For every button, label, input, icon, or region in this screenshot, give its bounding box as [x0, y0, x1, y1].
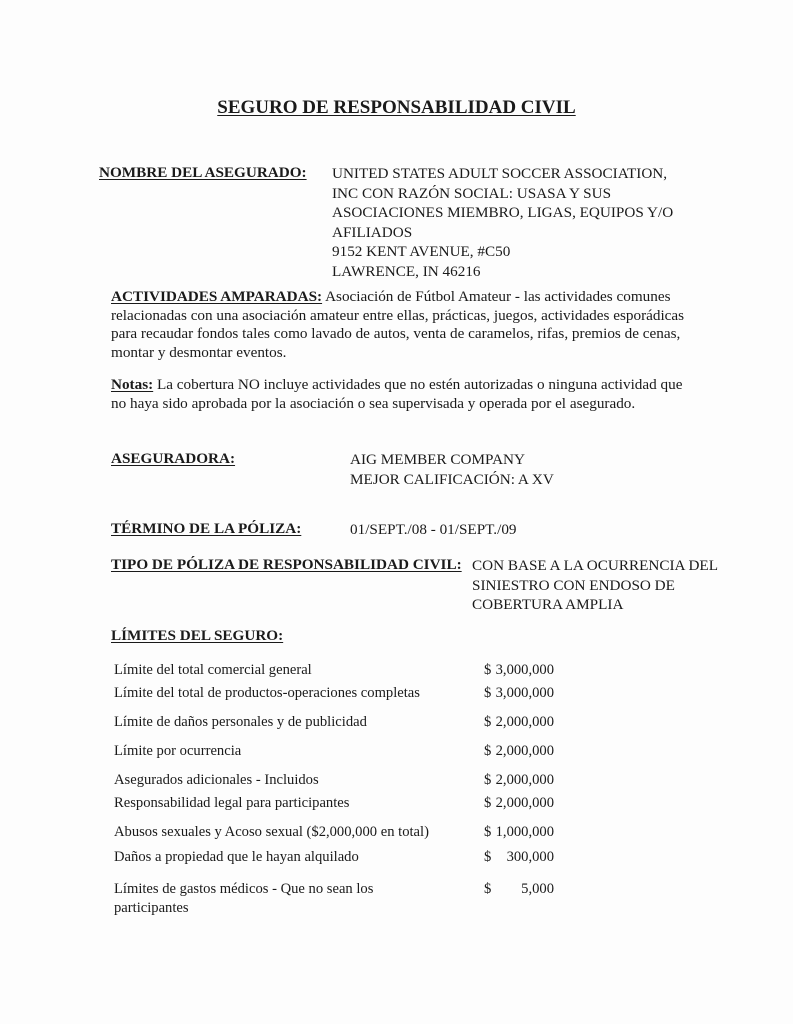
term-label: TÉRMINO DE LA PÓLIZA:	[111, 520, 302, 537]
limit-label: Límite del total comercial general	[114, 662, 312, 678]
amount: 2,000,000	[495, 795, 554, 811]
insured-city: LAWRENCE, IN 46216	[332, 262, 481, 280]
term-value: 01/SEPT./08 - 01/SEPT./09	[350, 521, 517, 538]
insured-line: UNITED STATES ADULT SOCCER ASSOCIATION,	[332, 165, 668, 182]
currency: $	[484, 881, 492, 897]
currency: $	[484, 824, 492, 840]
insured-value	[332, 164, 673, 281]
policy-type-label: TIPO DE PÓLIZA DE RESPONSABILIDAD CIVIL:	[111, 556, 462, 573]
limit-label: Límite por ocurrencia	[114, 743, 242, 759]
activities-text: Asociación de Fútbol Amateur - las actividades comunes relacionadas con una asociación amateur entre ellas, prácticas, juegos, actividades esporádicas para recaudar fondos tales como lavado de autos, venta de caramelos, rifas, premios de cenas, montar y desmontar eventos.	[111, 288, 685, 361]
currency: $	[484, 743, 492, 759]
amount: 3,000,000	[495, 685, 554, 701]
amount: 300,000	[506, 849, 554, 865]
limit-label-continued: participantes	[114, 900, 189, 916]
amount: 2,000,000	[495, 714, 554, 730]
notes-text: La cobertura NO incluye actividades que no estén autorizadas o ninguna actividad que no haya sido aprobada por la asociación o sea supervisada y operada por el asegurado.	[111, 376, 683, 412]
amount: 5,000	[521, 881, 554, 897]
notes-label: Notas:	[111, 376, 154, 393]
activities-paragraph	[111, 288, 701, 362]
policy-type-value	[472, 556, 718, 615]
amount: 2,000,000	[495, 772, 554, 788]
currency: $	[484, 849, 492, 865]
currency: $	[484, 772, 492, 788]
amount: 1,000,000	[495, 824, 554, 840]
insured-line: AFILIADOS	[332, 223, 413, 241]
limit-label: Límite de daños personales y de publicidad	[114, 714, 367, 730]
activities-label: ACTIVIDADES AMPARADAS:	[111, 288, 323, 305]
currency: $	[484, 662, 492, 678]
policy-type-line: COBERTURA AMPLIA	[472, 596, 624, 613]
limit-label: Abusos sexuales y Acoso sexual ($2,000,000 en total)	[114, 824, 429, 840]
document-title: SEGURO DE RESPONSABILIDAD CIVIL	[217, 97, 576, 118]
insurer-rating: MEJOR CALIFICACIÓN: A XV	[350, 470, 554, 488]
limit-label: Daños a propiedad que le hayan alquilado	[114, 849, 359, 865]
insured-label: NOMBRE DEL ASEGURADO:	[99, 164, 307, 181]
limit-label: Límite del total de productos-operaciones completas	[114, 685, 420, 701]
insurer-label: ASEGURADORA:	[111, 450, 236, 467]
amount: 2,000,000	[495, 743, 554, 759]
policy-type-line: CON BASE A LA OCURRENCIA DEL	[472, 557, 718, 574]
limit-label: Límites de gastos médicos - Que no sean los	[114, 881, 374, 897]
insured-address: 9152 KENT AVENUE, #C50	[332, 243, 511, 260]
policy-type-line: SINIESTRO CON ENDOSO DE	[472, 576, 675, 594]
limits-label: LÍMITES DEL SEGURO:	[111, 627, 284, 644]
limit-label: Responsabilidad legal para participantes	[114, 795, 350, 811]
currency: $	[484, 714, 492, 730]
currency: $	[484, 795, 492, 811]
insured-line: INC CON RAZÓN SOCIAL: USASA Y SUS	[332, 184, 612, 202]
currency: $	[484, 685, 492, 701]
insured-line: ASOCIACIONES MIEMBRO, LIGAS, EQUIPOS Y/O	[332, 204, 674, 221]
insurer-value	[350, 450, 554, 489]
insurer-name: AIG MEMBER COMPANY	[350, 451, 525, 468]
limit-label: Asegurados adicionales - Incluidos	[114, 772, 319, 788]
amount: 3,000,000	[495, 662, 554, 678]
notes-paragraph	[111, 376, 701, 413]
